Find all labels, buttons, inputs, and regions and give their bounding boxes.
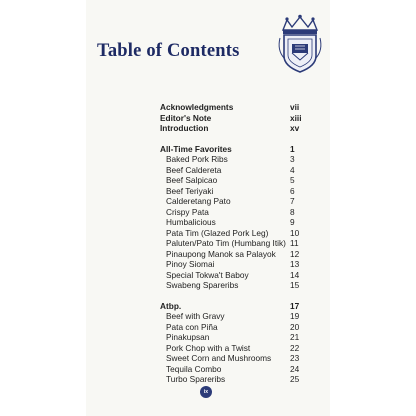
toc-entry-label: Special Tokwa't Baboy [166,269,249,280]
toc-entry-page: 7 [290,196,295,206]
toc-entry-label: Humbalicious [166,217,216,227]
toc-row [0,353,416,363]
section-heading-row [0,301,416,311]
toc-row [0,259,416,269]
toc-entry-page: 11 [290,238,299,248]
toc-entry-page: xiii [290,112,302,123]
toc-entry-page: 10 [290,227,300,238]
toc-row [0,238,416,248]
toc-entry-label: Turbo Spareribs [166,374,226,384]
toc-entry-label: Crispy Pata [166,206,209,217]
toc-entry-page: 22 [290,342,300,353]
toc-entry-page: 9 [290,217,295,227]
toc-row [0,374,416,384]
toc-row [0,186,416,196]
toc-entry-label: Beef Salpicao [166,175,218,185]
toc-entry-page: 14 [290,269,300,280]
toc-entry-label: Pata Tim (Glazed Pork Leg) [166,227,269,238]
front-matter-row [0,123,416,133]
toc-entry-page: 13 [290,259,300,269]
toc-entry-label: Pinakupsan [166,332,210,342]
toc-entry-page: 21 [290,332,300,342]
toc-row [0,343,416,353]
toc-row [0,322,416,332]
toc-entry-page: 23 [290,353,300,363]
toc-row [0,196,416,206]
toc-entry-label: Introduction [160,123,209,133]
page-number-badge: ix [200,386,212,398]
toc-entry-label: Beef Teriyaki [166,185,214,196]
toc-row [0,364,416,374]
toc-row [0,332,416,342]
toc-entry-label: Swabeng Spareribs [166,280,239,290]
section-heading-row [0,144,416,154]
toc-entry-page: 3 [290,154,295,164]
toc-entry-page: 25 [290,374,300,384]
toc-entry-label: Sweet Corn and Mushrooms [166,353,272,363]
toc-entry-page: 19 [290,311,300,321]
toc-row [0,280,416,290]
toc-entry-label: Beef with Gravy [166,311,225,321]
toc-entry-page: xv [290,123,300,133]
toc-entry-page: 20 [290,321,300,332]
toc-row [0,217,416,227]
toc-entry-page: 12 [290,248,300,259]
toc-entry-label: Calderetang Pato [166,196,231,206]
toc-entry-label: Baked Pork Ribs [166,154,228,164]
toc-entry-page: 4 [290,164,295,175]
toc-entry-page: 15 [290,280,300,290]
toc-row [0,228,416,238]
toc-entry-label: Editor's Note [160,112,212,123]
page-title: Table of Contents [97,41,240,61]
toc-entry-page: 1 [290,143,295,154]
toc-entry-page: 17 [290,300,300,311]
toc-entry-label: Pinoy Siomai [166,259,215,269]
toc-row [0,311,416,321]
toc-entry-page: 24 [290,363,300,374]
front-matter-row [0,113,416,123]
toc-entry-label: Acknowledgments [160,102,234,112]
toc-entry-label: All-Time Favorites [160,143,232,154]
toc-row [0,270,416,280]
toc-entry-label: Pinaupong Manok sa Palayok [166,248,276,259]
toc-entry-label: Beef Caldereta [166,164,222,175]
toc-entry-label: Pork Chop with a Twist [166,342,251,353]
toc-entry-label: Paluten/Pato Tim (Humbang Itik) [166,238,286,248]
toc-entry-page: 8 [290,206,295,217]
toc-row [0,207,416,217]
crown-shield-crest-icon [275,14,325,74]
toc-entry-label: Tequila Combo [166,363,222,374]
toc-entry-label: Pata con Piña [166,321,218,332]
toc-row [0,165,416,175]
toc-entry-page: vii [290,102,300,112]
toc-row [0,154,416,164]
toc-entry-page: 5 [290,175,295,185]
toc-row [0,249,416,259]
toc-entry-label: Atbp. [160,300,182,311]
front-matter-row [0,102,416,112]
toc-row [0,175,416,185]
toc-entry-page: 6 [290,185,295,196]
